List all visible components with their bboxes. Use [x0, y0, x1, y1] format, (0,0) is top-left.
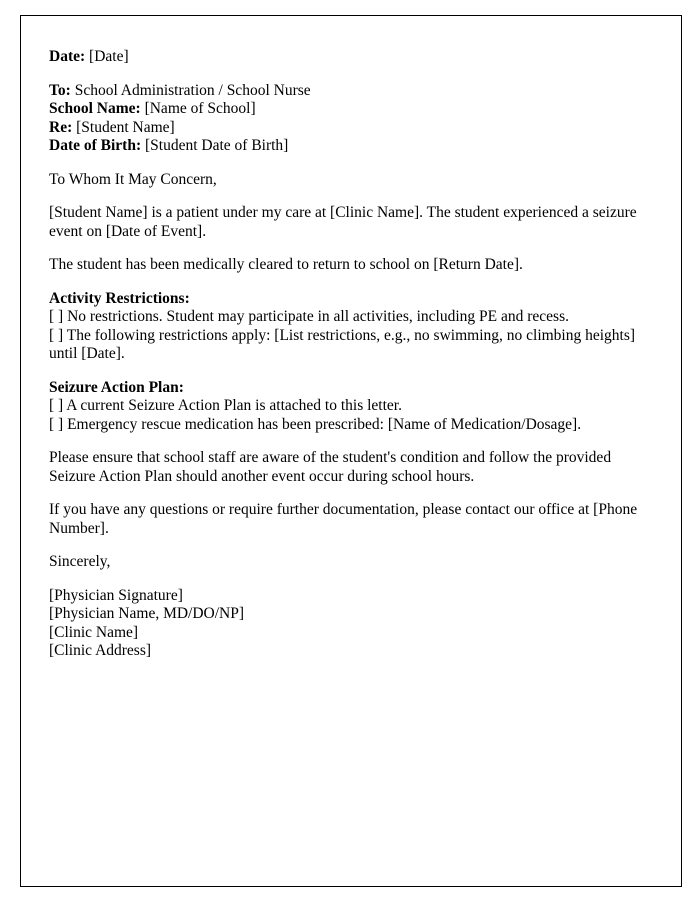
restriction-option-none: [ ] No restrictions. Student may participate in all activities, including PE and recess. [49, 308, 569, 325]
date-of-birth-value: [Student Date of Birth] [145, 137, 289, 154]
re-label: Re: [49, 118, 73, 136]
physician-name-line: [Physician Name, MD/DO/NP] [49, 605, 245, 622]
to-value: School Administration / School Nurse [74, 81, 311, 99]
school-name-value: [Name of School] [144, 100, 256, 117]
school-name-line [49, 100, 653, 119]
paragraph-intro: [Student Name] is a patient under my care at [Clinic Name]. The student experienced a seizure event on [Date of Event]. [49, 204, 637, 240]
paragraph-staff-awareness: Please ensure that school staff are aware of the student's condition and follow the provided Seizure Action Plan should another event occur during school hours. [49, 449, 612, 485]
re-line [49, 119, 653, 138]
date-label: Date: [49, 48, 86, 65]
paragraph-contact: If you have any questions or require further documentation, please contact our office at [Phone Number]. [49, 501, 638, 537]
date-of-birth-label: Date of Birth: [49, 137, 142, 154]
date-line [49, 48, 653, 67]
recipient-to-line [49, 82, 653, 101]
action-plan-option-attached: [ ] A current Seizure Action Plan is attached to this letter. [49, 397, 402, 414]
re-value: [Student Name] [76, 118, 175, 136]
clinic-name-line: [Clinic Name] [49, 623, 139, 641]
letter-page [20, 15, 682, 887]
signature-block [49, 587, 653, 661]
paragraph-clearance: The student has been medically cleared to return to school on [Return Date]. [49, 256, 523, 273]
date-of-birth-line [49, 137, 653, 156]
physician-signature-line: [Physician Signature] [49, 586, 183, 604]
date-value: [Date] [89, 48, 129, 65]
school-name-label: School Name: [49, 100, 141, 117]
to-label: To: [49, 81, 71, 99]
signoff: Sincerely, [49, 553, 111, 570]
recipient-block [49, 82, 653, 156]
restriction-option-list: [ ] The following restrictions apply: [List restrictions, e.g., no swimming, no climbing heights] until [Date]. [49, 326, 636, 362]
clinic-address-line: [Clinic Address] [49, 642, 152, 659]
seizure-action-plan-heading: Seizure Action Plan: [49, 378, 184, 396]
salutation: To Whom It May Concern, [49, 170, 217, 188]
seizure-action-plan-section [49, 379, 653, 435]
action-plan-option-medication: [ ] Emergency rescue medication has been prescribed: [Name of Medication/Dosage]. [49, 415, 582, 433]
activity-restrictions-heading: Activity Restrictions: [49, 289, 190, 307]
activity-restrictions-section [49, 290, 653, 364]
